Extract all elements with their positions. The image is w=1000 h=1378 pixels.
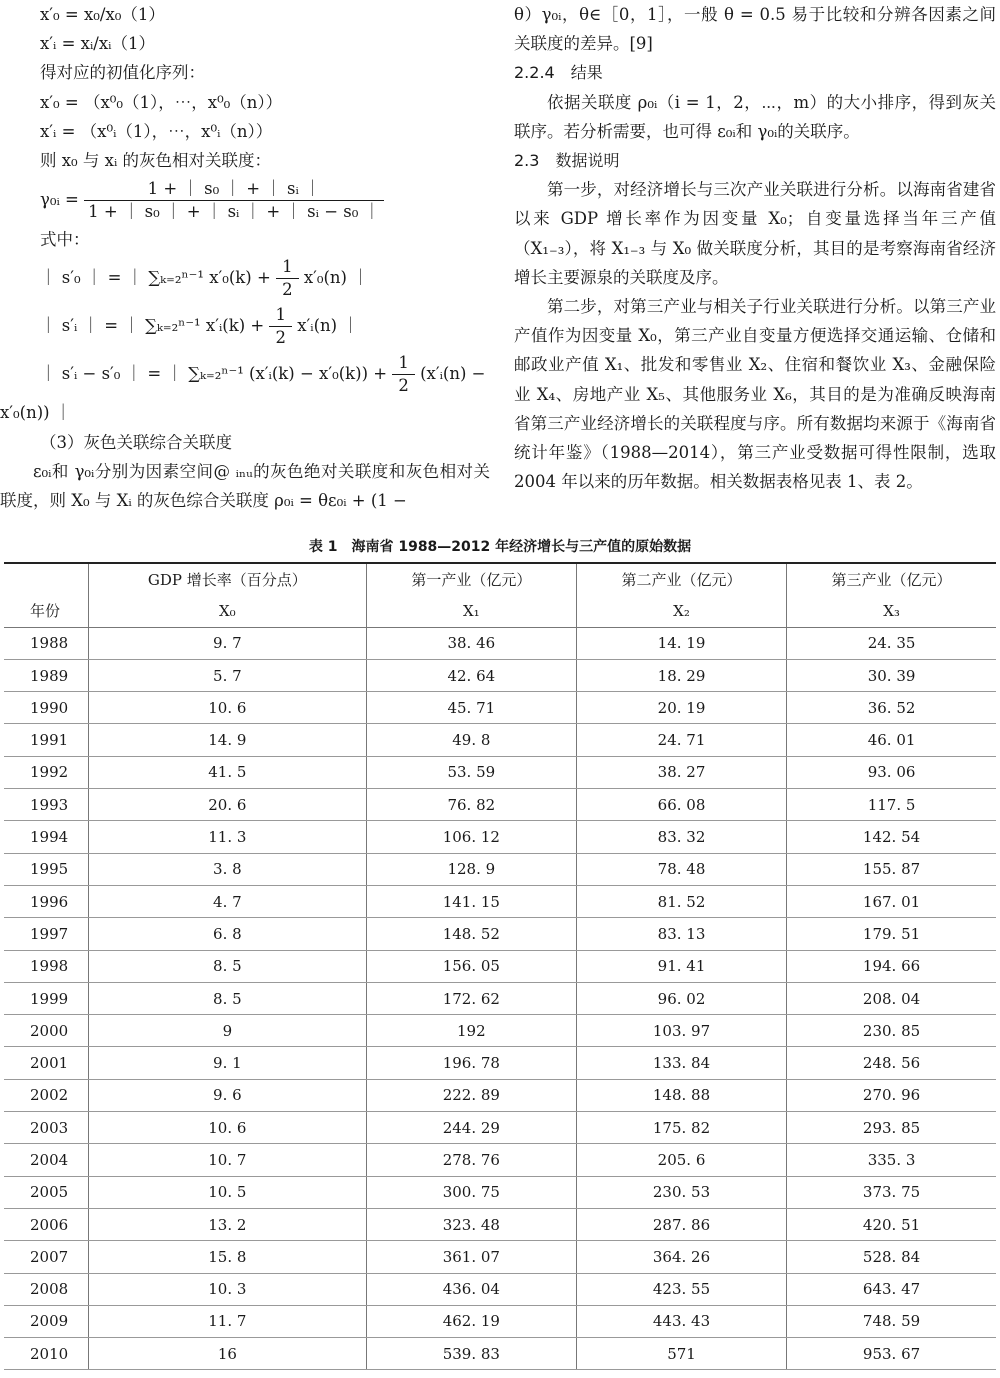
table-row: [4, 853, 996, 885]
value-cell: 10. 6: [89, 1112, 367, 1144]
half-fraction: [392, 352, 415, 397]
value-cell: 18. 29: [576, 659, 786, 691]
paragraph: [514, 175, 996, 292]
value-cell: 46. 01: [787, 724, 996, 756]
value-cell: 194. 66: [787, 950, 996, 982]
year-cell: 1988: [4, 627, 89, 659]
value-cell: 436. 04: [366, 1273, 576, 1305]
value-cell: 156. 05: [366, 950, 576, 982]
table-row: [4, 1338, 996, 1370]
table-row: [4, 918, 996, 950]
year-cell: 1996: [4, 885, 89, 917]
year-cell: 2010: [4, 1338, 89, 1370]
value-cell: 9. 7: [89, 627, 367, 659]
value-cell: 16: [89, 1338, 367, 1370]
subheader-cell: 年份: [4, 595, 89, 627]
value-cell: 323. 48: [366, 1208, 576, 1240]
equation: x′₀ = （x⁰₀（1），⋯，x⁰₀（n））: [40, 92, 283, 112]
paragraph: [0, 457, 490, 515]
fraction-denominator: 1 + ｜ s₀ ｜ + ｜ sᵢ ｜ + ｜ sᵢ − s₀ ｜: [88, 202, 381, 222]
table-row: [4, 692, 996, 724]
value-cell: 83. 32: [576, 821, 786, 853]
table-row: [4, 1208, 996, 1240]
formula-lhs: ｜ s′₀ ｜ = ｜ ∑ₖ₌₂ⁿ⁻¹ x′₀(k) +: [40, 268, 271, 288]
value-cell: 167. 01: [787, 885, 996, 917]
value-cell: 10. 5: [89, 1176, 367, 1208]
year-cell: 1989: [4, 659, 89, 691]
formula-lhs: ｜ s′ᵢ ｜ = ｜ ∑ₖ₌₂ⁿ⁻¹ x′ᵢ(k) +: [40, 316, 265, 336]
value-cell: 83. 13: [576, 918, 786, 950]
table-row: [4, 1273, 996, 1305]
table-row: [4, 1112, 996, 1144]
table-row: [4, 821, 996, 853]
value-cell: 13. 2: [89, 1208, 367, 1240]
fraction-numerator: 1: [276, 256, 299, 279]
formula-fraction: [84, 178, 384, 223]
value-cell: 287. 86: [576, 1208, 786, 1240]
value-cell: 11. 3: [89, 821, 367, 853]
year-cell: 2007: [4, 1241, 89, 1273]
value-cell: 175. 82: [576, 1112, 786, 1144]
value-cell: 53. 59: [366, 756, 576, 788]
paragraph-text: 第二步，对第三产业与相关子行业关联进行分析。以第三产业产值作为因变量 X₀，第三产业自变量方便选择交通运输、仓储和邮政业产值 X₁、批发和零售业 X₂、住宿和餐饮业 X₃、金融保险业 X₄、房地产业 X₅、其他服务业 X₆，其目的是为准确反映海南省第三产业经济增长的关联程度与序。所有数据均来源于《海南省统计年鉴》（1988—2014），第三产业受数据可得性限制，选取 2004 年以来的历年数据。相关数据表格见表 1、表 2。: [514, 297, 996, 492]
subheader-cell: X₃: [787, 595, 996, 627]
formula-rhs: x′ᵢ(n) ｜: [297, 316, 359, 336]
year-cell: 1993: [4, 789, 89, 821]
year-cell: 2008: [4, 1273, 89, 1305]
value-cell: 38. 46: [366, 627, 576, 659]
text-line: 得对应的初值化序列：: [40, 63, 205, 83]
value-cell: 335. 3: [787, 1144, 996, 1176]
value-cell: 15. 8: [89, 1241, 367, 1273]
value-cell: 10. 7: [89, 1144, 367, 1176]
value-cell: 49. 8: [366, 724, 576, 756]
table-row: [4, 950, 996, 982]
paragraph-text: 依据关联度 ρ₀ᵢ（i = 1，2，⋯，m）的大小排序，得到灰关联序。若分析需要，也可得 ε₀ᵢ和 γ₀ᵢ的关联序。: [514, 92, 996, 141]
left-column: [0, 0, 490, 515]
table-row: [4, 1015, 996, 1047]
year-cell: 2009: [4, 1305, 89, 1337]
value-cell: 539. 83: [366, 1338, 576, 1370]
fraction-denominator: 2: [275, 328, 286, 348]
paragraph: [514, 292, 996, 496]
value-cell: 45. 71: [366, 692, 576, 724]
s0-formula: [0, 254, 490, 302]
value-cell: 244. 29: [366, 1112, 576, 1144]
value-cell: 192: [366, 1015, 576, 1047]
value-cell: 141. 15: [366, 885, 576, 917]
paragraph-text: θ）γ₀ᵢ，θ∈［0，1］，一般 θ = 0.5 易于比较和分辨各因素之间关联度的差异。[9]: [514, 5, 996, 54]
fraction-numerator: 1: [392, 352, 415, 375]
year-cell: 1994: [4, 821, 89, 853]
table-row: [4, 1241, 996, 1273]
header-cell: 第三产业（亿元）: [787, 563, 996, 595]
fraction-numerator: 1 + ｜ s₀ ｜ + ｜ sᵢ ｜: [84, 178, 384, 201]
si-formula: [0, 302, 490, 350]
fraction-denominator: 2: [282, 280, 293, 300]
value-cell: 117. 5: [787, 789, 996, 821]
section-heading: （3）灰色关联综合关联度: [40, 432, 232, 452]
table-row: [4, 885, 996, 917]
paragraph-text: ε₀ᵢ和 γ₀ᵢ分别为因素空间@ ᵢₙᵤ的灰色绝对关联度和灰色相对关联度，则 X₀ 与 Xᵢ 的灰色综合关联度 ρ₀ᵢ = θε₀ᵢ + (1 −: [0, 461, 490, 511]
fraction-denominator: 2: [398, 376, 409, 396]
value-cell: 300. 75: [366, 1176, 576, 1208]
value-cell: 528. 84: [787, 1241, 996, 1273]
value-cell: 36. 52: [787, 692, 996, 724]
table-row: [4, 1305, 996, 1337]
value-cell: 462. 19: [366, 1305, 576, 1337]
value-cell: 133. 84: [576, 1047, 786, 1079]
value-cell: 4. 7: [89, 885, 367, 917]
sdiff-formula: [0, 350, 490, 398]
year-cell: 2006: [4, 1208, 89, 1240]
year-cell: 2004: [4, 1144, 89, 1176]
value-cell: 93. 06: [787, 756, 996, 788]
table-row: [4, 724, 996, 756]
value-cell: 230. 85: [787, 1015, 996, 1047]
value-cell: 230. 53: [576, 1176, 786, 1208]
value-cell: 953. 67: [787, 1338, 996, 1370]
value-cell: 106. 12: [366, 821, 576, 853]
value-cell: 222. 89: [366, 1079, 576, 1111]
value-cell: 208. 04: [787, 982, 996, 1014]
formula-lhs: ｜ s′ᵢ − s′₀ ｜ = ｜ ∑ₖ₌₂ⁿ⁻¹ (x′ᵢ(k) − x′₀(k)) +: [40, 364, 388, 384]
formula-lhs: γ₀ᵢ =: [40, 190, 79, 210]
header-cell: 第二产业（亿元）: [576, 563, 786, 595]
value-cell: 205. 6: [576, 1144, 786, 1176]
header-cell: [4, 563, 89, 595]
table-row: [4, 659, 996, 691]
value-cell: 278. 76: [366, 1144, 576, 1176]
value-cell: 423. 55: [576, 1273, 786, 1305]
data-table: [4, 562, 996, 1370]
header-cell: 第一产业（亿元）: [366, 563, 576, 595]
value-cell: 172. 62: [366, 982, 576, 1014]
value-cell: 38. 27: [576, 756, 786, 788]
formula-continuation: x′₀(n)) ｜: [0, 403, 72, 423]
table-row: [4, 789, 996, 821]
value-cell: 24. 71: [576, 724, 786, 756]
value-cell: 148. 88: [576, 1079, 786, 1111]
table-row: [4, 1079, 996, 1111]
header-cell: GDP 增长率（百分点）: [89, 563, 367, 595]
subheader-cell: X₁: [366, 595, 576, 627]
value-cell: 24. 35: [787, 627, 996, 659]
year-cell: 1998: [4, 950, 89, 982]
table-caption: 表 1 海南省 1988—2012 年经济增长与三产值的原始数据: [308, 539, 692, 555]
year-cell: 1997: [4, 918, 89, 950]
table-subheader-row: [4, 595, 996, 627]
section-heading: 2.2.4 结果: [514, 63, 603, 83]
right-column: [514, 0, 996, 496]
equation: x′₀ = x₀/x₀（1）: [40, 5, 165, 24]
value-cell: 6. 8: [89, 918, 367, 950]
formula-rhs: x′₀(n) ｜: [303, 268, 369, 288]
value-cell: 196. 78: [366, 1047, 576, 1079]
value-cell: 14. 9: [89, 724, 367, 756]
section-heading: 2.3 数据说明: [514, 151, 620, 171]
year-cell: 1995: [4, 853, 89, 885]
value-cell: 9. 1: [89, 1047, 367, 1079]
value-cell: 3. 8: [89, 853, 367, 885]
value-cell: 179. 51: [787, 918, 996, 950]
table-row: [4, 1047, 996, 1079]
value-cell: 81. 52: [576, 885, 786, 917]
text-line: 则 x₀ 与 xᵢ 的灰色相对关联度：: [40, 151, 272, 171]
value-cell: 128. 9: [366, 853, 576, 885]
value-cell: 42. 64: [366, 659, 576, 691]
value-cell: 373. 75: [787, 1176, 996, 1208]
value-cell: 148. 52: [366, 918, 576, 950]
equation: x′ᵢ = xᵢ/xᵢ（1）: [40, 34, 155, 54]
paragraph: [514, 0, 996, 58]
value-cell: 30. 39: [787, 659, 996, 691]
table-row: [4, 627, 996, 659]
year-cell: 2005: [4, 1176, 89, 1208]
value-cell: 76. 82: [366, 789, 576, 821]
value-cell: 293. 85: [787, 1112, 996, 1144]
subheader-cell: X₀: [89, 595, 367, 627]
table-row: [4, 1144, 996, 1176]
text-line: 式中：: [40, 230, 90, 250]
gamma-formula: [0, 175, 490, 225]
value-cell: 155. 87: [787, 853, 996, 885]
value-cell: 10. 3: [89, 1273, 367, 1305]
value-cell: 91. 41: [576, 950, 786, 982]
value-cell: 96. 02: [576, 982, 786, 1014]
year-cell: 1991: [4, 724, 89, 756]
value-cell: 14. 19: [576, 627, 786, 659]
value-cell: 270. 96: [787, 1079, 996, 1111]
year-cell: 2000: [4, 1015, 89, 1047]
value-cell: 103. 97: [576, 1015, 786, 1047]
value-cell: 20. 19: [576, 692, 786, 724]
value-cell: 248. 56: [787, 1047, 996, 1079]
equation: x′ᵢ = （x⁰ᵢ（1），⋯，x⁰ᵢ（n））: [40, 121, 273, 141]
value-cell: 364. 26: [576, 1241, 786, 1273]
value-cell: 142. 54: [787, 821, 996, 853]
value-cell: 361. 07: [366, 1241, 576, 1273]
year-cell: 1990: [4, 692, 89, 724]
value-cell: 66. 08: [576, 789, 786, 821]
value-cell: 78. 48: [576, 853, 786, 885]
table-body: [4, 563, 996, 1370]
value-cell: 41. 5: [89, 756, 367, 788]
value-cell: 5. 7: [89, 659, 367, 691]
year-cell: 1999: [4, 982, 89, 1014]
year-cell: 2003: [4, 1112, 89, 1144]
fraction-numerator: 1: [269, 304, 292, 327]
table-row: [4, 756, 996, 788]
subheader-cell: X₂: [576, 595, 786, 627]
half-fraction: [276, 256, 299, 301]
value-cell: 8. 5: [89, 982, 367, 1014]
half-fraction: [269, 304, 292, 349]
value-cell: 20. 6: [89, 789, 367, 821]
value-cell: 10. 6: [89, 692, 367, 724]
value-cell: 9. 6: [89, 1079, 367, 1111]
table-row: [4, 982, 996, 1014]
year-cell: 2002: [4, 1079, 89, 1111]
table-header-row: [4, 563, 996, 595]
value-cell: 443. 43: [576, 1305, 786, 1337]
value-cell: 8. 5: [89, 950, 367, 982]
formula-rhs: (x′ᵢ(n) −: [420, 364, 486, 384]
value-cell: 9: [89, 1015, 367, 1047]
paragraph-text: 第一步，对经济增长与三次产业关联进行分析。以海南省建省以来 GDP 增长率作为因变量 X₀；自变量选择当年三产值（X₁₋₃），将 X₁₋₃ 与 X₀ 做关联度分析，其目的是考察海南省经济增长主要源泉的关联度及序。: [514, 180, 996, 287]
year-cell: 2001: [4, 1047, 89, 1079]
value-cell: 748. 59: [787, 1305, 996, 1337]
value-cell: 420. 51: [787, 1208, 996, 1240]
value-cell: 11. 7: [89, 1305, 367, 1337]
year-cell: 1992: [4, 756, 89, 788]
paragraph: [514, 88, 996, 146]
value-cell: 643. 47: [787, 1273, 996, 1305]
value-cell: 571: [576, 1338, 786, 1370]
table-row: [4, 1176, 996, 1208]
